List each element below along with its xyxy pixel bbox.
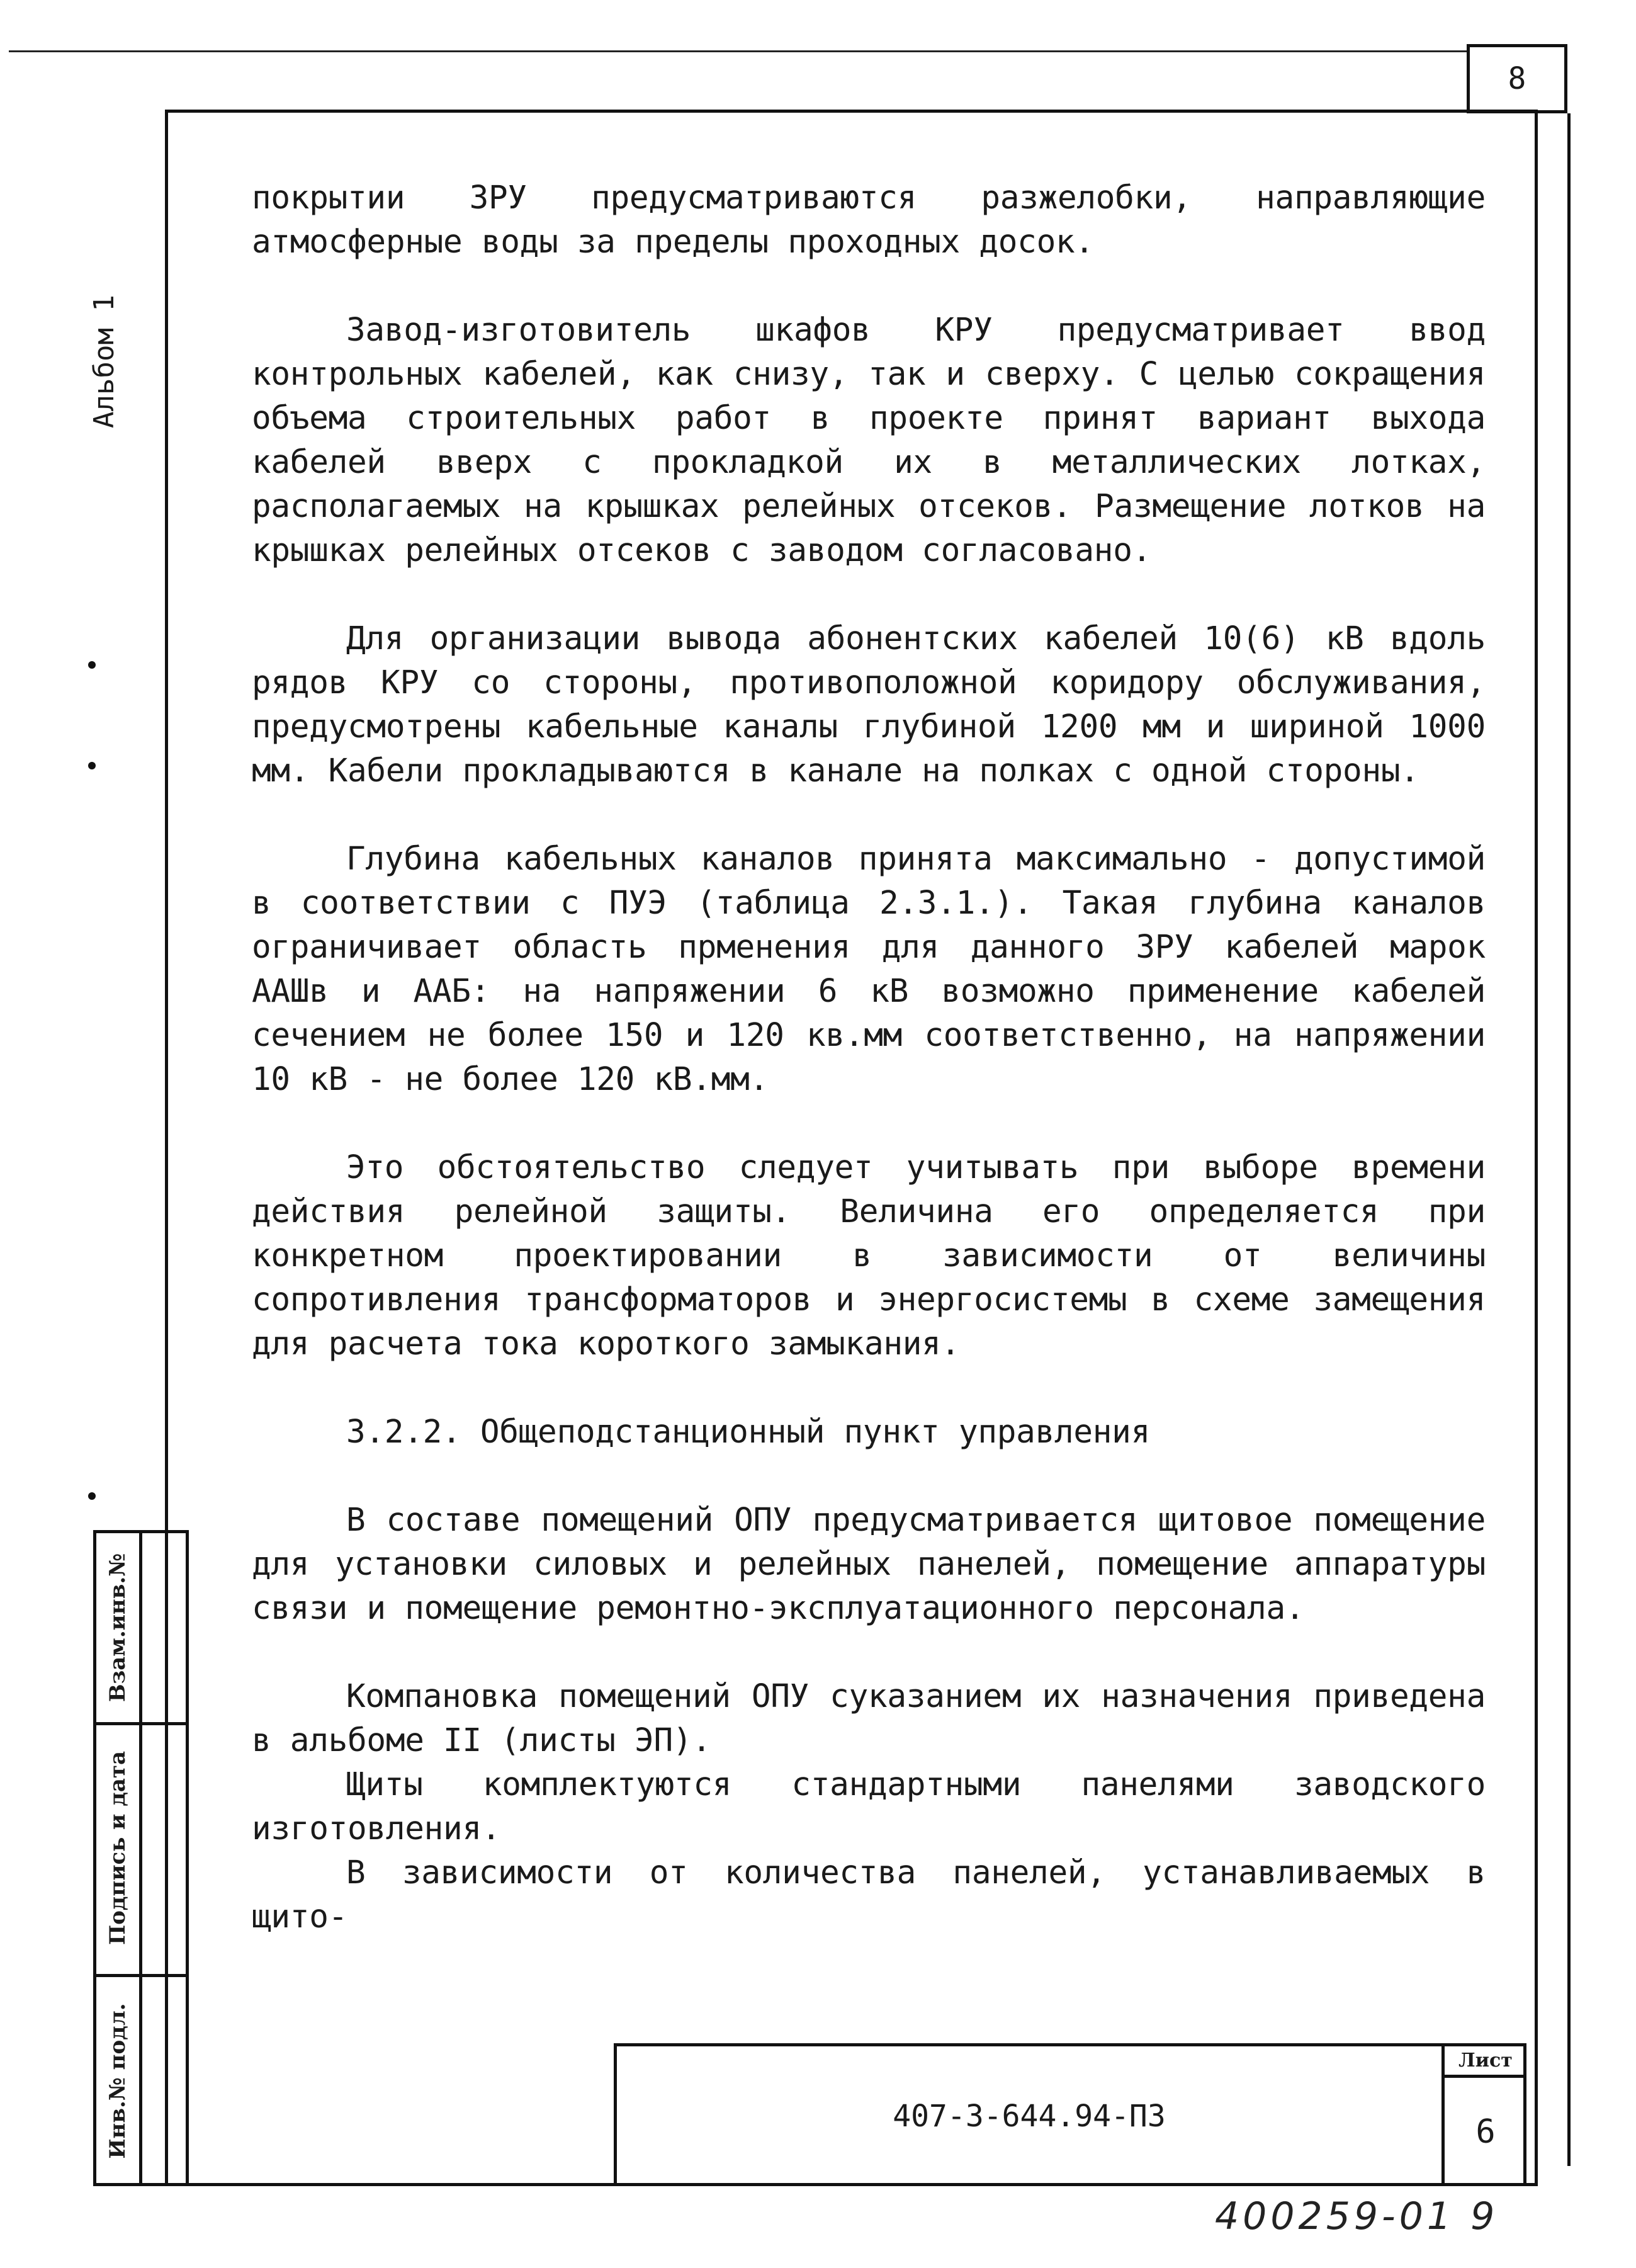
paragraph: В составе помещений ОПУ предусматривается щитовое помещение для установки силовых и релейных панелей, помещение аппаратуры связи и помещение ремонтно-эксплуатационного персонала.	[252, 1502, 1486, 1627]
paragraph: Это обстоятельство следует учитывать при выборе времени действия релейной защиты. Величина его определяется при конкретном проектировании в зависимости от величины сопротивления трансформаторов и энергосистемы в схеме замещения для расчета тока короткого замыкания.	[252, 1149, 1486, 1363]
paragraph: Завод-изготовитель шкафов КРУ предусматривает ввод контрольных кабелей, как снизу, так и сверху. С целью сокращения объема строительных работ в проекте принят вариант выхода кабелей вверх с прокладкой их в металлических лотках, располагаемых на крышках релейных отсеков. Размещение лотков на крышках релейных отсеков с заводом согласовано.	[252, 312, 1486, 569]
right-edge-rule	[1567, 113, 1571, 2166]
side-stamp	[93, 1530, 189, 2186]
handwritten-number: 400259-01 9	[1215, 2194, 1499, 2238]
stamp-label-replaced-inventory: Взам.инв.№	[105, 1553, 130, 1703]
page-number-box	[1467, 44, 1567, 113]
paragraph: Щиты комплектуются стандартными панелями заводского изготовления.	[252, 1766, 1486, 1847]
paragraph: Глубина кабельных каналов принята максимально - допустимой в соответствии с ПУЭ (таблица 2.3.1.). Такая глубина каналов ограничивает область прменения для данного ЗРУ кабелей марок ААШв и ААБ: на напряжении 6 кВ возможно применение кабелей сечением не более 150 и 120 кв.мм соответственно, на напряжении 10 кВ - не более 120 кВ.мм.	[252, 841, 1486, 1098]
stamp-label-original-inventory: Инв.№ подл.	[105, 2003, 130, 2159]
sheet-number: 6	[1475, 2113, 1496, 2151]
album-label: Альбом 1	[88, 295, 120, 428]
stamp-divider	[96, 1974, 186, 1977]
punch-dot	[88, 762, 96, 769]
page-number: 8	[1508, 61, 1526, 96]
paragraph: покрытии ЗРУ предусматриваются разжелобки, направляющие атмосферные воды за пределы проходных досок.	[252, 179, 1486, 261]
paragraph: В зависимости от количества панелей, устанавливаемых в щито-	[252, 1854, 1486, 1936]
stamp-divider	[96, 1722, 186, 1725]
stamp-divider	[139, 1533, 142, 2183]
section-heading: 3.2.2. Общеподстанционный пункт управления	[346, 1414, 1150, 1451]
punch-dot	[88, 1492, 96, 1500]
title-block	[614, 2043, 1526, 2186]
stamp-label-signature-date: Подпись и дата	[105, 1750, 130, 1946]
punch-dot	[88, 661, 96, 669]
top-rule	[9, 50, 1469, 52]
paragraph: Компановка помещений ОПУ суказанием их назначения приведена в альбоме II (листы ЭП).	[252, 1678, 1486, 1759]
sheet-label: Лист	[1445, 2046, 1526, 2078]
body-text	[252, 176, 1486, 1939]
document-code: 407-3-644.94-ПЗ	[893, 2099, 1166, 2134]
paragraph: Для организации вывода абонентских кабелей 10(6) кВ вдоль рядов КРУ со стороны, противоположной коридору обслуживания, предусмотрены кабельные каналы глубиной 1200 мм и шириной 1000 мм. Кабели прокладываются в канале на полках с одной стороны.	[252, 620, 1486, 790]
